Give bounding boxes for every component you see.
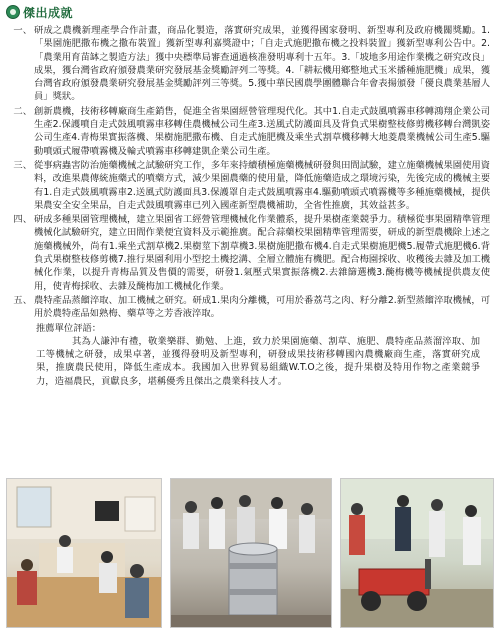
recommendation-text: 其為人謙沖有禮，敬業樂群、勤勉、上進，致力於果園施藥、割草、施肥、農特產品蒸溜淬取、加工等機械之研發，成果卓著，並獲得發明及新型專利，研發成果技術移轉國內農機廠商生產，落實研究成果，推廣農民使用，降低生產成本。我國加入世界貿易組織W.T.O之後，提升果樹及特用作物之產業競爭力，造福農民，貢獻良多，堪稱優秀且傑出之農業科技人才。 [36, 335, 480, 387]
item-number: 五、 [13, 294, 32, 306]
item-number: 四、 [13, 214, 32, 226]
achievement-item-4 [6, 213, 494, 293]
achievement-item-2 [6, 105, 494, 158]
item-number: 二、 [13, 105, 32, 117]
item-number: 三、 [13, 159, 32, 171]
item-text: 從事病蟲害防治施藥機械之試驗研究工作，多年來持續積極施藥機械研發與田間試驗，建立施藥機械果園使用資料，改進果農傳統施藥式的噴藥方式，減少果園農藥的使用量，降低施藥造成之環境污染，先後完成的機械主要有1.自走式鼓風噴霧車2.送風式防護面具3.保護罩自走式鼓風噴霧車4.驅動噴頭式噴霧機等多種施藥機械，提供果農安全安全果品，自走式鼓風噴霧車已列入國產新型農機補助，全省性推廣，其效益甚多。 [34, 159, 490, 211]
section-title: 傑出成就 [23, 5, 74, 20]
achievements-content [6, 24, 494, 464]
achievement-item-1 [6, 24, 494, 104]
field-machinery-photo [340, 478, 494, 628]
item-number: 一、 [13, 25, 32, 36]
machine-demonstration-photo [170, 478, 332, 628]
recommendation-heading: 推薦單位評語： [36, 322, 102, 334]
bullet-circle-icon [6, 5, 20, 19]
achievement-item-5 [6, 294, 494, 321]
section-header [6, 4, 73, 20]
item-text: 研成之農機新理產學合作計畫，商品化製造，落實研究成果，並獲得國家發明、新型專利及政府機關獎勵。1.「果園施肥撒布機之撒布裝置」獲新型專利嘉獎證中；「自走式施肥撒布機之投料裝置」獲新型專利公告中。2.「農業用育苗缽之製造方法」獲中央標準局審查通過核准發明專利十五年。3.「坡地多用途作業機之研究改良」成果，獲台灣省政府頒發農業研究發展基金獎勵評列二等獎。4.「耕耘機用鄉整地式玉米播種施肥機」成果，獲台灣省政府頒發農業研究發展基金獎勵評列三等獎。5.獲中華民國農學團體聯合年會表揚頒發「優良農業基層人員」獎狀。 [34, 25, 490, 103]
achievement-item-3 [6, 159, 494, 212]
photo-strip [6, 478, 494, 628]
meeting-room-photo [6, 478, 162, 628]
item-text: 研成多種果園管理機械，建立果園省工經營管理機械化作業體系，提升果樹產業競爭力。積極從事果園精準管理機械化試驗研究，建立田間作業便宜資料及示範推廣。配合蒜藥校果園精準管理需要，研成的新型農機除上述之施藥機械外，尚有1.乘坐式割草機2.果樹莖下割草機3.果樹施肥撒布機4.自走式果樹施肥機5.履帶式施肥機6.背負式果樹整枝修剪機7.推行果園利用小型挖土機挖溝、全層立體施有機肥。配合梅園採收、收穫後去雜及加工機械化作業，以提升青梅品質及售價的需要，研發1.氣壓式果實振落機2.去雜篩選機3.醃梅機等機械提供農友使用，使青梅採收、去雜及醃梅加工機械化作業。 [34, 214, 490, 292]
item-text: 創新農機，技術移轉廠商生產銷售，促進全省果園經營管理現代化。其中1.自走式鼓風噴霧車移轉鴻翔企業公司生產2.保護噴自走式鼓風噴霧車移轉佳農機械公司生產3.送風式防護面具及背負式果樹整枝修剪機移轉台灣凱姿公司生產4.青梅果實振落機、果樹施肥撒布機、自走式施肥機及乘坐式割草機移轉大地菱農業機械公司生產5.驅動噴頭式履帶噴霧機及輪式噴霧車移轉建凱企業公司生產。 [34, 105, 490, 157]
item-text: 農特產品蒸餾淬取、加工機械之研究。研成1.果肉分離機，可用於番荔芎之肉、籽分離2.新型蒸餾淬取機械，可用於農特產品如熟梅、藥草等之芳香液淬取。 [34, 294, 490, 320]
